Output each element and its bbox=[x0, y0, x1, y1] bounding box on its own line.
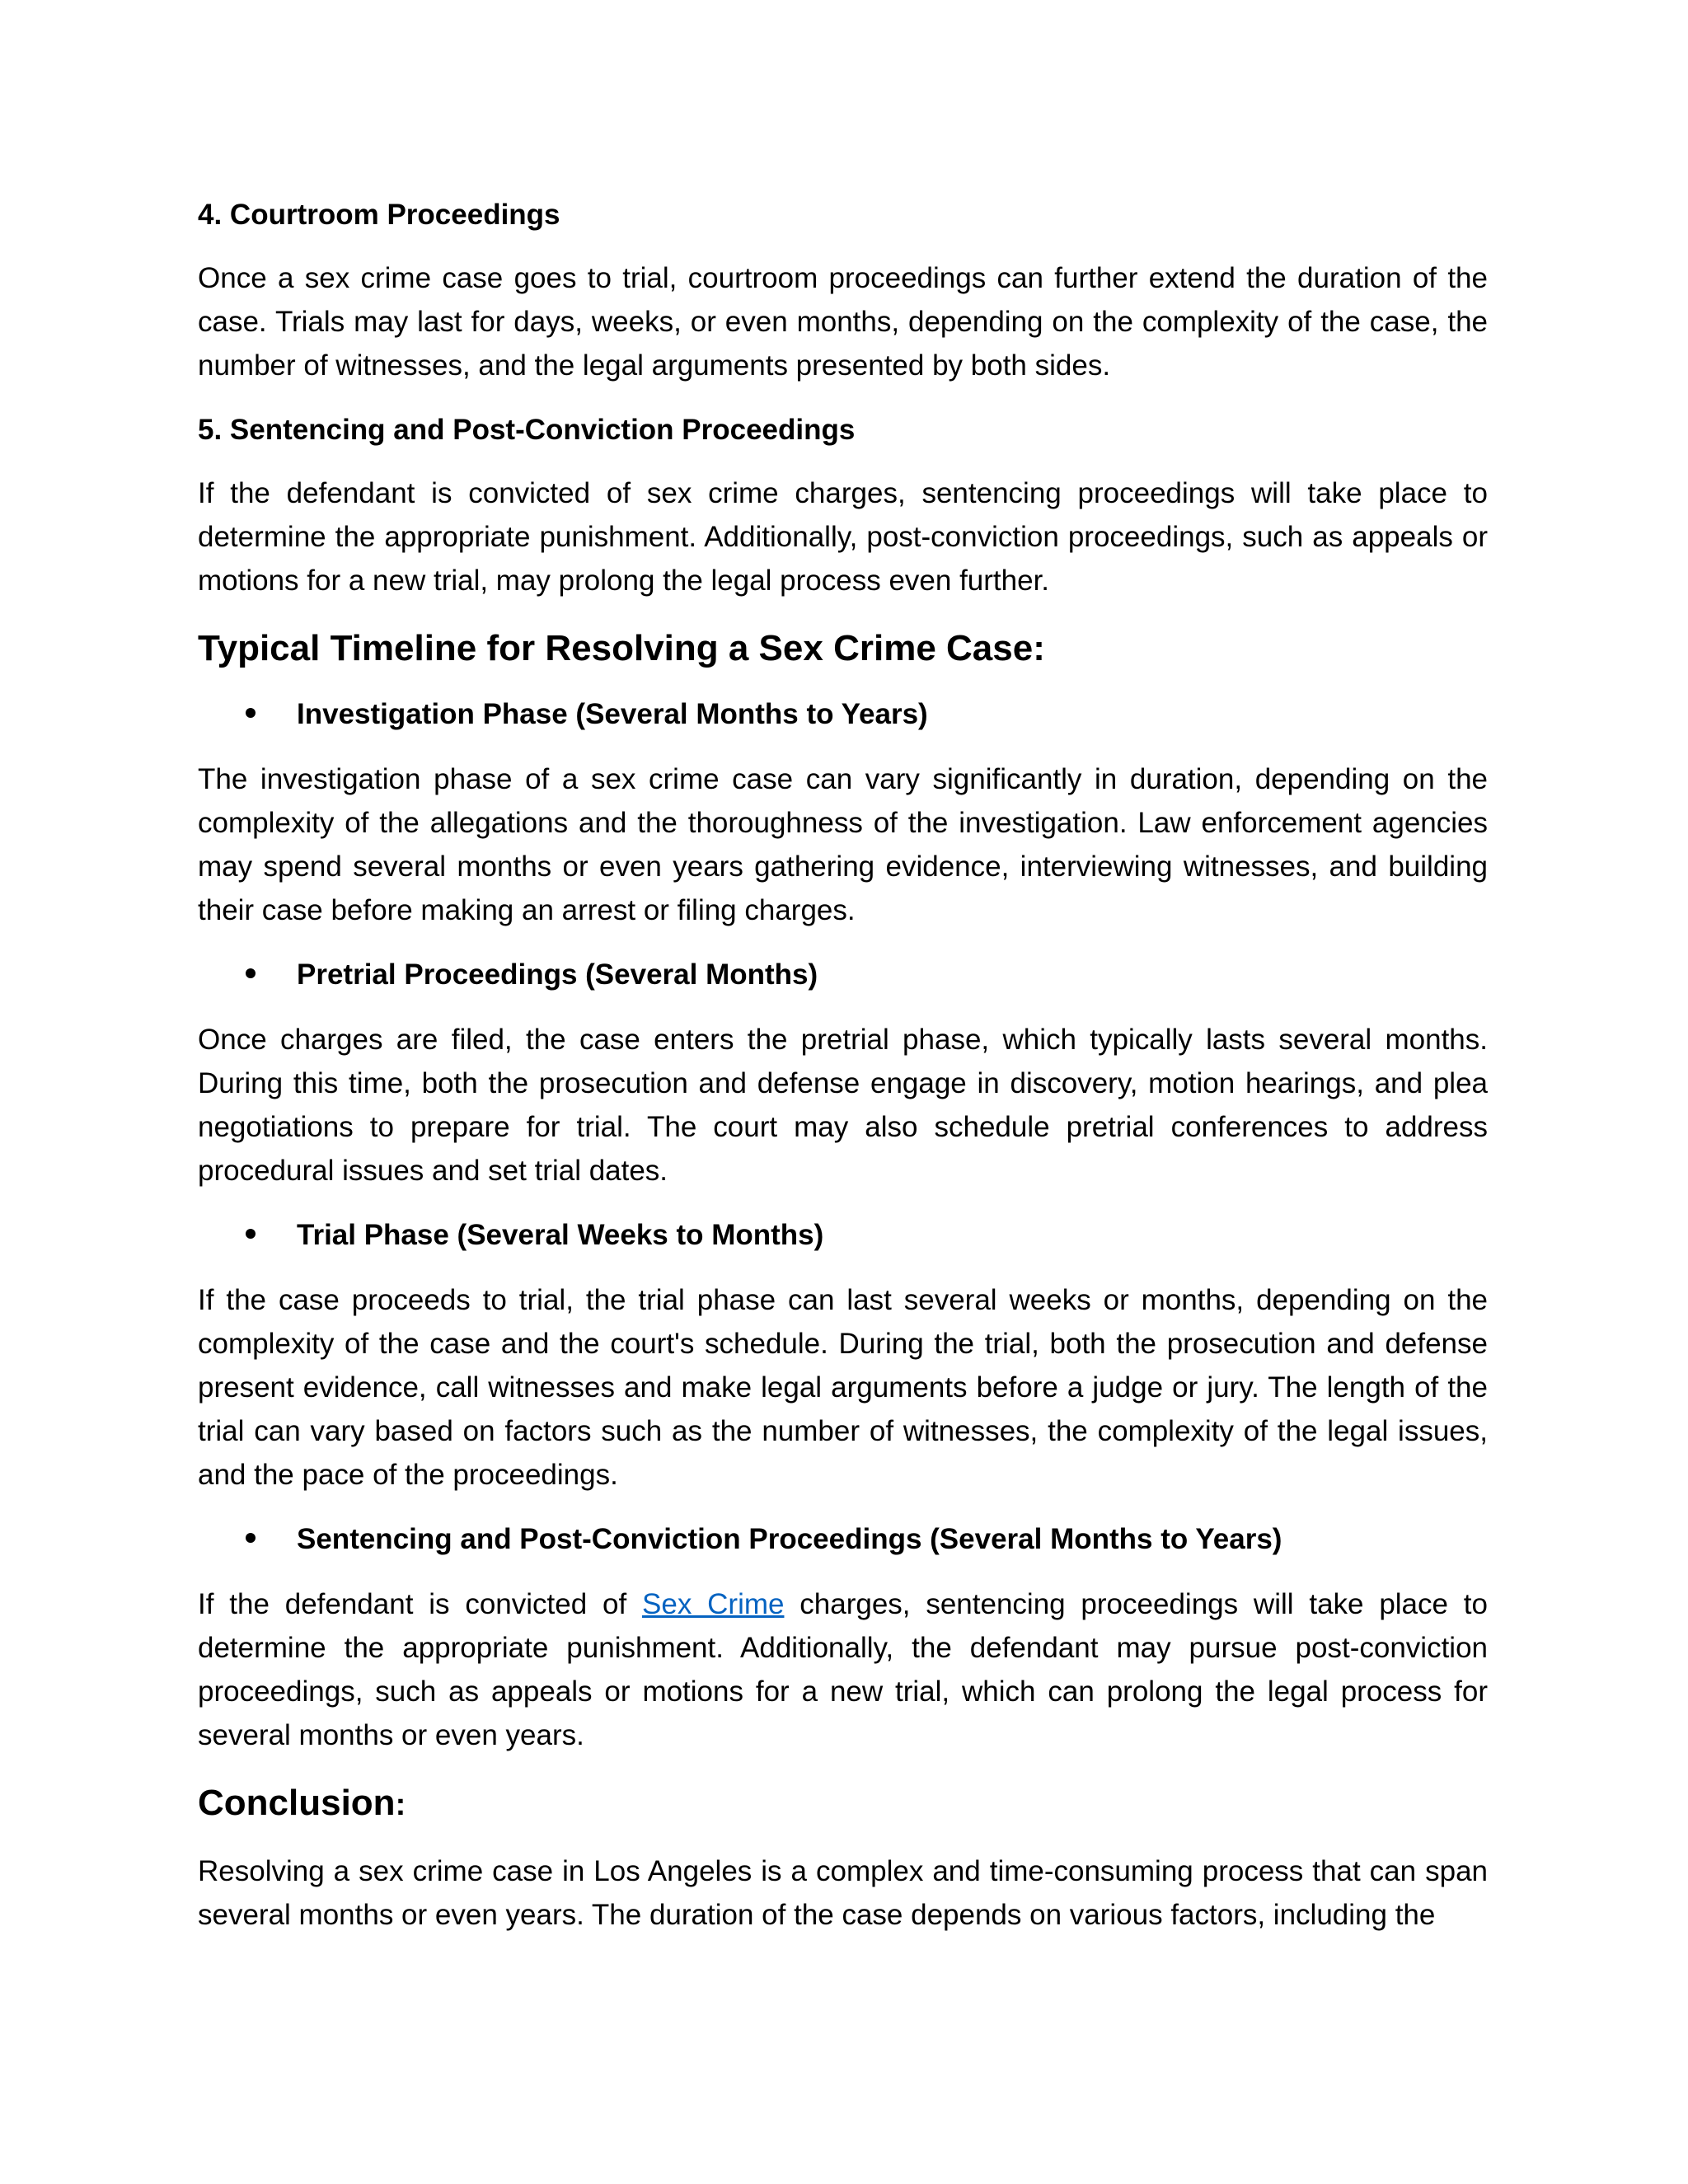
conclusion-heading bbox=[198, 1779, 1488, 1830]
bullet-icon bbox=[198, 1518, 297, 1561]
bullet-icon bbox=[198, 693, 297, 736]
section-5-paragraph: If the defendant is convicted of sex crime charges, sentencing proceedings will take place to determine the appropriate punishment. Additionally, post-conviction proceedings, such as appeals or motions for a new trial, may prolong the legal process even further. bbox=[198, 477, 1488, 597]
conclusion-heading-colon: : bbox=[395, 1788, 406, 1822]
bullet-sentencing bbox=[198, 1518, 1488, 1561]
section-4-paragraph: Once a sex crime case goes to trial, courtroom proceedings can further extend the duration of the case. Trials may last for days, weeks, or even months, depending on the complexity of the case, the number of witnesses, and the legal arguments presented by both sides. bbox=[198, 262, 1488, 382]
bullet-pretrial bbox=[198, 954, 1488, 996]
trial-paragraph: If the case proceeds to trial, the trial phase can last several weeks or months, depending on the complexity of the case and the court's schedule. During the trial, both the prosecution and defense present evidence, call witnesses and make legal arguments before a judge or jury. The length of the trial can vary based on factors such as the number of witnesses, the complexity of the legal issues, and the pace of the proceedings. bbox=[198, 1284, 1488, 1491]
bullet-title: Pretrial Proceedings (Several Months) bbox=[297, 958, 818, 991]
sex-crime-link[interactable]: Sex Crime bbox=[642, 1588, 785, 1620]
bullet-title: Trial Phase (Several Weeks to Months) bbox=[297, 1219, 824, 1251]
pretrial-paragraph: Once charges are filed, the case enters the pretrial phase, which typically lasts several months. During this time, both the prosecution and defense engage in discovery, motion hearings, and plea negotiations to prepare for trial. The court may also schedule pretrial conferences to address procedural issues and set trial dates. bbox=[198, 1024, 1488, 1187]
bullet-icon bbox=[198, 1214, 297, 1257]
investigation-paragraph: The investigation phase of a sex crime case can vary significantly in duration, depending on the complexity of the allegations and the thoroughness of the investigation. Law enforcement agencies may spend several months or even years gathering evidence, interviewing witnesses, and building their case before making an arrest or filing charges. bbox=[198, 763, 1488, 926]
bullet-trial bbox=[198, 1214, 1488, 1257]
sentencing-paragraph bbox=[198, 1582, 1488, 1757]
conclusion-paragraph: Resolving a sex crime case in Los Angeles is a complex and time-consuming process that can span several months or even years. The duration of the case depends on various factors, including the bbox=[198, 1855, 1488, 1931]
bullet-title: Sentencing and Post-Conviction Proceedings (Several Months to Years) bbox=[297, 1523, 1282, 1555]
bullet-investigation bbox=[198, 693, 1488, 736]
bullet-icon bbox=[198, 954, 297, 996]
conclusion-heading-text: Conclusion bbox=[198, 1783, 396, 1823]
sentencing-text-before: If the defendant is convicted of bbox=[198, 1588, 643, 1620]
section-5-heading: 5. Sentencing and Post-Conviction Proceedings bbox=[198, 414, 856, 446]
document-page bbox=[198, 194, 1488, 1958]
timeline-heading: Typical Timeline for Resolving a Sex Crime Case: bbox=[198, 628, 1045, 668]
section-4-heading: 4. Courtroom Proceedings bbox=[198, 199, 560, 231]
sentencing-text-after: charges, sentencing proceedings will take place to determine the appropriate punishment. Additionally, the defendant may pursue post-conviction proceedings, such as appeals or motions for a new trial, which can prolong the legal process for several months or even years. bbox=[198, 1588, 1488, 1751]
bullet-title: Investigation Phase (Several Months to Years) bbox=[297, 698, 928, 730]
